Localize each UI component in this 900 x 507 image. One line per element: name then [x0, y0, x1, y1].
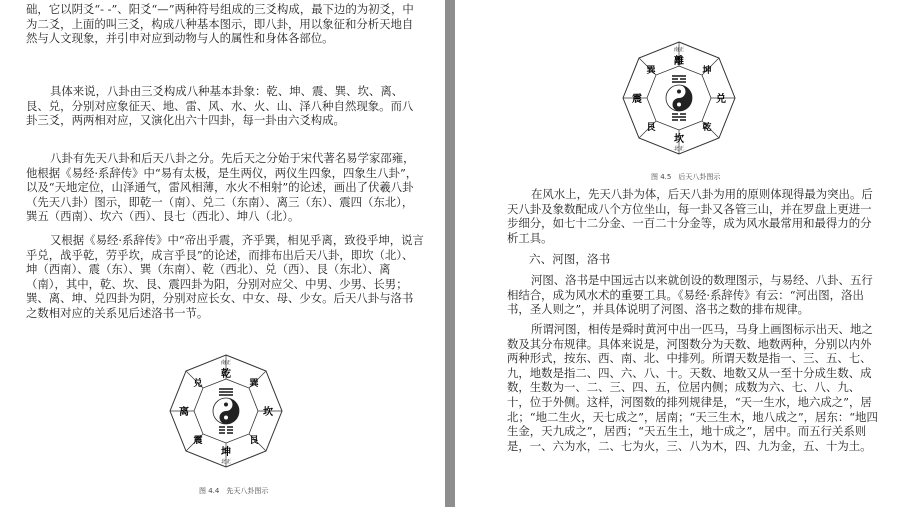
paragraph-6: 河图、洛书是中国远古以来就创设的数理图示，与易经、八卦、五行相结合，成为风水术的重要工具。《易经·系辞传》有云：“河出图，洛出书，圣人则之”，并具体说明了河图、洛书之数的排布规律。	[507, 273, 873, 317]
paragraph-2: 具体来说，八卦由三爻构成八种基本卦象：乾、坤、震、巽、坎、离、艮、兑，分别对应象征天、地、雷、风、水、火、山、泽八种自然现象。而八卦三爻，两两相对应，又演化出六十四卦，每一卦由六爻构成。	[26, 84, 414, 128]
trigram-name: 艮	[646, 123, 656, 133]
figure-caption: 图 4.4 先天八卦图示	[199, 487, 269, 495]
trigram-name: 艮	[249, 436, 259, 446]
trigram-name: 乾	[702, 123, 712, 133]
trigram-name: 震	[632, 94, 642, 105]
paragraph-5: 在风水上，先天八卦为体，后天八卦为用的原则体现得最为突出。后天八卦及象数配成八个方位坐山，每一卦又各管三山，并在罗盘上更进一步细分，如七十二分金、一百二十分金等，成为风水最常用和最得力的分析工具。	[507, 187, 873, 245]
left-page	[0, 0, 445, 507]
trigram-name: 兑	[716, 94, 726, 105]
trigram-name: 离	[179, 407, 189, 418]
right-page	[455, 0, 900, 507]
paragraph-3: 八卦有先天八卦和后天八卦之分。先后天之分始于宋代著名易学家邵雍，他根据《易经·系辞传》中“易有太极，是生两仪，两仪生四象，四象生八卦”，以及“天地定位，山泽通气，雷风相薄，水火不相射”的论述，画出了伏羲八卦（先天八卦）图示，即乾一（南）、兑二（东南）、离三（东）、震四（东北），巽五（西南）、坎六（西）、艮七（西北）、坤八（北）。	[26, 151, 418, 224]
trigram-name: 坎	[674, 134, 684, 145]
paragraph-7: 所谓河图，相传是舜时黄河中出一匹马，马身上画图标示出天、地之数及其分布规律。具体来说是，河图数分为天数、地数两种，分别以内外两种形式，按东、西、南、北、中排列。所谓天数是指一、三、五、七、九，地数是指二、四、六、八、十。天数、地数又从一至十分成生数、成数，生数为一、二、三、四、五，位居内侧；成数为六、七、八、九、十，位于外侧。这样，河图数的排列规律是，“天一生水，地六成之”，居北；“地二生火，天七成之”，居南；“天三生木，地八成之”，居东：“地四生金，天九成之”，居西；“天五生土，地十成之”，居中。而五行关系则是，一、六为水，二、七为火，三、八为木，四、九为金，五、十为土。	[507, 322, 878, 453]
trigram-name: 兑	[193, 379, 203, 389]
trigram-name: 坎	[263, 407, 273, 418]
trigram-name: 離	[674, 56, 684, 67]
trigram-name: 坤	[702, 66, 712, 76]
houtian-bagua-figure	[621, 26, 737, 170]
xiantian-bagua-figure	[168, 337, 284, 485]
direction-label: 南正	[220, 360, 232, 366]
direction-label: 北正	[220, 459, 232, 465]
figure-caption: 图 4.5 后天八卦图示	[651, 173, 721, 181]
paragraph-4: 又根据《易经·系辞传》中“帝出乎震，齐乎巽，相见乎离，致役乎坤，说言乎兑，战乎乾，劳乎坎，成言乎艮”的论述，而排布出后天八卦，即坎（北）、坤（西南）、震（东）、巽（东南）、乾（西北）、兑（西）、艮（东北）、离（南），其中，乾、坎、艮、震四卦为阳，分别对应父、中男、少男、长男；巽、离、坤、兑四卦为阴，分别对应长女、中女、母、少女。后天八卦与洛书之数相对应的关系见后述洛书一节。	[26, 233, 424, 320]
trigram-name: 震	[193, 436, 203, 446]
direction-label: 南正	[673, 47, 685, 53]
paragraph-1: 础，它以阴爻“- -”、阳爻“—”两种符号组成的三爻构成，最下边的为初爻，中为二爻，上面的叫三爻，构成八种基本图示，即八卦，用以象征和分析天地自然与人文现象，并引申对应到动物与人的属性和身体各部位。	[26, 2, 414, 46]
section-heading: 六、河图，洛书	[529, 252, 611, 266]
trigram-name: 巽	[249, 379, 259, 389]
direction-label: 北正	[673, 146, 685, 152]
trigram-name: 巽	[646, 66, 656, 76]
trigram-name: 坤	[221, 447, 231, 458]
page-gutter	[445, 0, 455, 507]
trigram-name: 乾	[221, 369, 231, 380]
